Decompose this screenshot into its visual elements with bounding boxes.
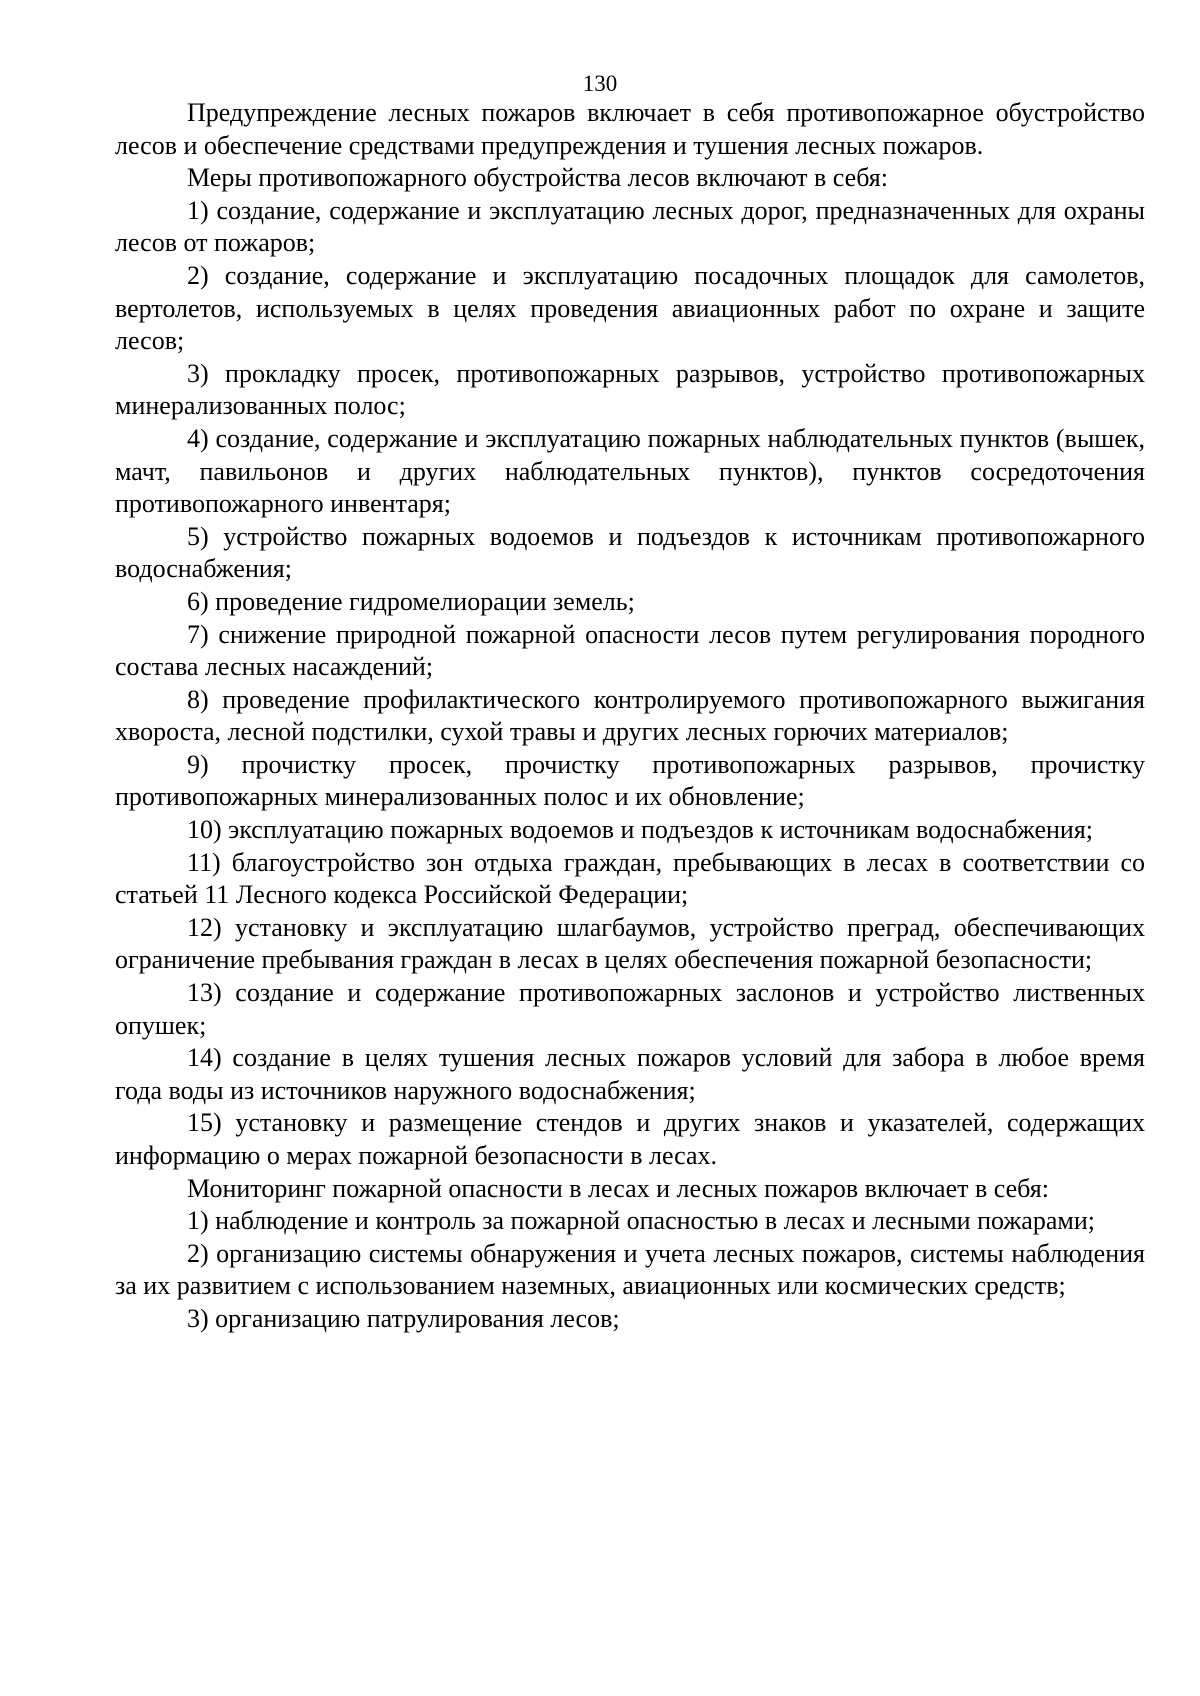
paragraph-intro: Предупреждение лесных пожаров включает в себя противопожарное обустройство лесов и обеспечение средствами предупреждения и тушения лесных пожаров. — [115, 98, 1145, 160]
list-item-measure-6: 6) проведение гидромелиорации земель; — [187, 586, 635, 616]
list-item-monitoring-3: 3) организацию патрулирования лесов; — [187, 1303, 620, 1333]
list-item-measure-2: 2) создание, содержание и эксплуатацию посадочных площадок для самолетов, вертолетов, используемых в целях проведения авиационных работ по охране и защите лесов; — [115, 260, 1145, 356]
list-item-measure-13: 13) создание и содержание противопожарных заслонов и устройство лиственных опушек; — [115, 978, 1145, 1040]
list-item-measure-8: 8) проведение профилактического контролируемого противопожарного выжигания хвороста, лесной подстилки, сухой травы и других лесных горючих материалов; — [115, 684, 1145, 747]
list-item-measure-5: 5) устройство пожарных водоемов и подъездов к источникам противопожарного водоснабжения; — [115, 521, 1145, 584]
list-item-measure-10: 10) эксплуатацию пожарных водоемов и подъездов к источникам водоснабжения; — [187, 815, 1094, 845]
paragraph-heading-measures: Меры противопожарного обустройства лесов включают в себя: — [187, 163, 888, 193]
list-item-measure-15: 15) установку и размещение стендов и других знаков и указателей, содержащих информацию о мерах пожарной безопасности в лесах. — [115, 1108, 1145, 1170]
list-item-measure-9: 9) прочистку просек, прочистку противопожарных разрывов, прочистку противопожарных минерализованных полос и их обновление; — [115, 749, 1145, 812]
list-item-measure-1: 1) создание, содержание и эксплуатацию лесных дорог, предназначенных для охраны лесов от пожаров; — [115, 195, 1145, 258]
paragraph-heading-monitoring: Мониторинг пожарной опасности в лесах и лесных пожаров включает в себя: — [187, 1173, 1049, 1203]
list-item-measure-3: 3) прокладку просек, противопожарных разрывов, устройство противопожарных минерализованных полос; — [115, 358, 1145, 421]
list-item-measure-11: 11) благоустройство зон отдыха граждан, пребывающих в лесах в соответствии со статьей 11 Лесного кодекса Российской Федерации; — [115, 847, 1145, 910]
list-item-measure-14: 14) создание в целях тушения лесных пожаров условий для забора в любое время года воды из источников наружного водоснабжения; — [115, 1043, 1145, 1105]
page-number: 130 — [582, 71, 618, 96]
list-item-monitoring-1: 1) наблюдение и контроль за пожарной опасностью в лесах и лесными пожарами; — [187, 1206, 1095, 1236]
list-item-measure-7: 7) снижение природной пожарной опасности лесов путем регулирования породного состава лесных насаждений; — [115, 619, 1145, 682]
list-item-measure-12: 12) установку и эксплуатацию шлагбаумов, устройство преград, обеспечивающих ограничение пребывания граждан в лесах в целях обеспечения пожарной безопасности; — [115, 912, 1145, 975]
document-body — [115, 97, 1145, 1336]
list-item-monitoring-2: 2) организацию системы обнаружения и учета лесных пожаров, системы наблюдения за их развитием с использованием наземных, авиационных или космических средств; — [115, 1238, 1145, 1301]
list-item-measure-4: 4) создание, содержание и эксплуатацию пожарных наблюдательных пунктов (вышек, мачт, павильонов и других наблюдательных пунктов), пунктов сосредоточения противопожарного инвентаря; — [115, 423, 1145, 519]
